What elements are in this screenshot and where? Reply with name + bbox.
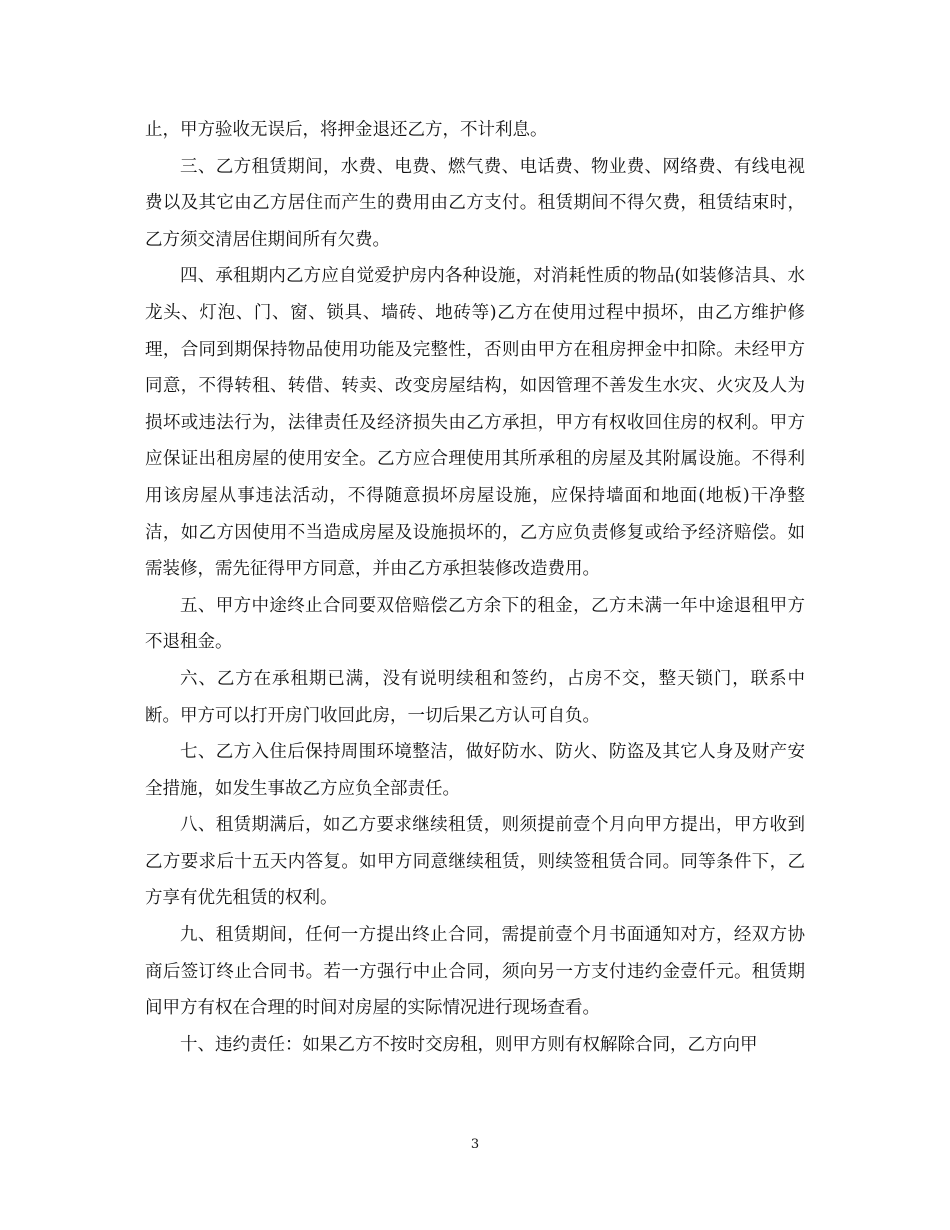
- paragraph-clause-10: 十、违约责任：如果乙方不按时交房租，则甲方则有权解除合同，乙方向甲: [180, 1034, 758, 1055]
- paragraph-continuation: 止，甲方验收无误后，将押金退还乙方，不计利息。: [145, 120, 548, 140]
- paragraph-clause-6: 六、乙方在承租期已满，没有说明续租和签约，占房不交，整天锁门，联系中断。甲方可以打开房门收回此房，一切后果乙方认可自负。: [145, 668, 805, 726]
- paragraph-clause-8: 八、租赁期满后，如乙方要求继续租赁，则须提前壹个月向甲方提出，甲方收到乙方要求后十五天内答复。如甲方同意继续租赁，则续签租赁合同。同等条件下，乙方享有优先租赁的权利。: [145, 815, 805, 909]
- paragraph-clause-5: 五、甲方中途终止合同要双倍赔偿乙方余下的租金，乙方未满一年中途退租甲方不退租金。: [145, 595, 805, 653]
- paragraph-clause-9: 九、租赁期间，任何一方提出终止合同，需提前壹个月书面通知对方，经双方协商后签订终止合同书。若一方强行中止合同，须向另一方支付违约金壹仟元。租赁期间甲方有权在合理的时间对房屋的实际情况进行现场查看。: [145, 925, 805, 1019]
- page-number: 3: [470, 1137, 480, 1152]
- paragraph-clause-7: 七、乙方入住后保持周围环境整洁，做好防水、防火、防盗及其它人身及财产安全措施，如发生事故乙方应负全部责任。: [145, 742, 805, 799]
- document-body: [145, 112, 805, 1063]
- paragraph-clause-3: 三、乙方租赁期间，水费、电费、燃气费、电话费、物业费、网络费、有线电视费以及其它由乙方居住而产生的费用由乙方支付。租赁期间不得欠费，租赁结束时，乙方须交清居住期间所有欠费。: [145, 156, 805, 250]
- paragraph-clause-4: 四、承租期内乙方应自觉爱护房内各种设施，对消耗性质的物品(如装修洁具、水龙头、灯泡、门、窗、锁具、墙砖、地砖等)乙方在使用过程中损坏，由乙方维护修理，合同到期保持物品使用功能及完整性，否则由甲方在租房押金中扣除。未经甲方同意，不得转租、转借、转卖、改变房屋结构，如因管理不善发生水灾、火灾及人为损坏或违法行为，法律责任及经济损失由乙方承担，甲方有权收回住房的权利。甲方应保证出租房屋的使用安全。乙方应合理使用其所承租的房屋及其附属设施。不得利用该房屋从事违法活动，不得随意损坏房屋设施，应保持墙面和地面(地板)干净整洁，如乙方因使用不当造成房屋及设施损坏的，乙方应负责修复或给予经济赔偿。如需装修，需先征得甲方同意，并由乙方承担装修改造费用。: [145, 266, 805, 580]
